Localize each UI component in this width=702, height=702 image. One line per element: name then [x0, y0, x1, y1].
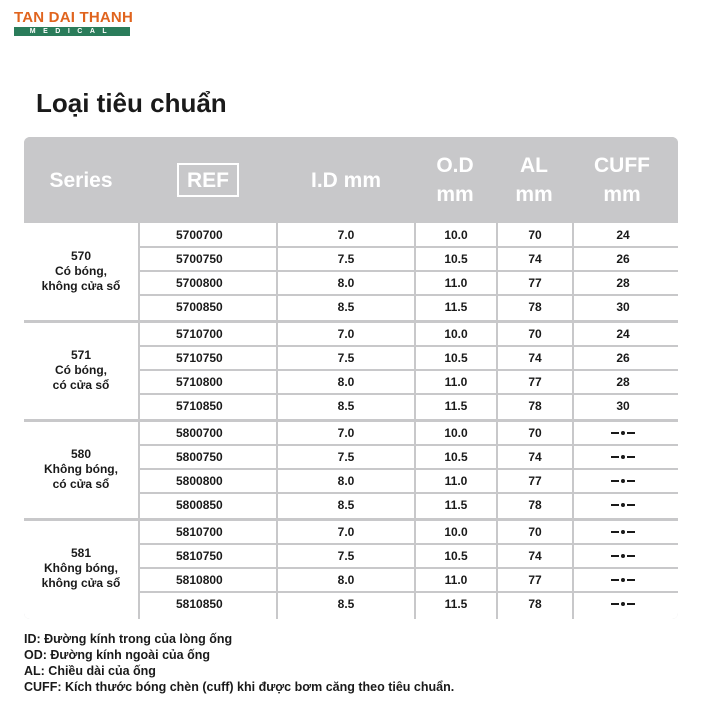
cell-od: 10.5: [444, 450, 468, 464]
note-id: ID: Đường kính trong của lòng ống: [24, 632, 233, 646]
cell-cuff: [574, 544, 672, 568]
not-applicable-icon: [611, 602, 635, 606]
cell-od: 10.5: [444, 351, 468, 365]
cell-cuff: 26: [616, 252, 630, 266]
cell-cuff: 30: [616, 300, 630, 314]
table-header: [24, 137, 678, 223]
cell-cuff: [574, 568, 672, 592]
cell-od: 11.5: [444, 300, 468, 314]
cell-cuff: 30: [616, 399, 630, 413]
cell-od: 11.0: [444, 276, 468, 290]
cell-al: 78: [528, 300, 542, 314]
legend-notes: [24, 631, 454, 695]
cell-od: 10.0: [444, 327, 468, 341]
brand-logo: [14, 10, 132, 36]
cell-ref: 5710750: [176, 351, 223, 365]
cell-ref: 5700700: [176, 228, 223, 242]
ref-box: REF: [177, 163, 239, 197]
cell-ref: 5800800: [176, 474, 223, 488]
cell-cuff: [574, 493, 672, 517]
cell-od: 11.0: [444, 474, 468, 488]
cell-od: 11.0: [444, 375, 468, 389]
cell-id: 8.5: [337, 300, 355, 314]
cell-ref: 5810850: [176, 597, 223, 611]
cell-id: 7.0: [337, 525, 355, 539]
not-applicable-icon: [611, 554, 635, 558]
cell-cuff: 28: [616, 276, 630, 290]
cell-cuff: 24: [616, 228, 630, 242]
cell-id: 8.5: [337, 498, 355, 512]
cell-od: 11.0: [444, 573, 468, 587]
series-group-label: 570 Có bóng, không cửa sổ: [41, 248, 121, 293]
cell-ref: 5700800: [176, 276, 223, 290]
cell-id: 8.0: [337, 474, 355, 488]
not-applicable-icon: [611, 431, 635, 435]
cell-cuff: [574, 469, 672, 493]
cell-id: 7.0: [337, 426, 355, 440]
cell-ref: 5800850: [176, 498, 223, 512]
cell-id: 7.5: [337, 450, 355, 464]
cell-al: 74: [528, 252, 542, 266]
cell-al: 77: [528, 276, 542, 290]
note-od: OD: Đường kính ngoài của ống: [24, 648, 210, 662]
not-applicable-icon: [611, 530, 635, 534]
cell-ref: 5810800: [176, 573, 223, 587]
cell-ref: 5710700: [176, 327, 223, 341]
cell-id: 8.5: [337, 399, 355, 413]
brand-name: TAN DAI THANH: [14, 9, 133, 26]
cell-ref: 5700850: [176, 300, 223, 314]
cell-id: 7.5: [337, 351, 355, 365]
note-al: AL: Chiều dài của ống: [24, 664, 156, 678]
cell-ref: 5700750: [176, 252, 223, 266]
not-applicable-icon: [611, 455, 635, 459]
cell-cuff: 28: [616, 375, 630, 389]
cell-al: 74: [528, 450, 542, 464]
cell-od: 10.0: [444, 426, 468, 440]
cell-od: 10.0: [444, 228, 468, 242]
cell-ref: 5810750: [176, 549, 223, 563]
series-group-label: 580 Không bóng, có cửa sổ: [44, 446, 118, 491]
cell-ref: 5800750: [176, 450, 223, 464]
not-applicable-icon: [611, 479, 635, 483]
cell-od: 11.5: [444, 498, 468, 512]
cell-od: 11.5: [444, 597, 468, 611]
cell-al: 70: [528, 228, 542, 242]
not-applicable-icon: [611, 578, 635, 582]
cell-cuff: 26: [616, 351, 630, 365]
cell-id: 7.5: [337, 549, 355, 563]
header-od: O.D mm: [436, 154, 474, 206]
spec-table: [24, 137, 678, 619]
cell-id: 7.0: [337, 327, 355, 341]
cell-al: 70: [528, 426, 542, 440]
cell-od: 10.5: [444, 252, 468, 266]
cell-id: 7.5: [337, 252, 355, 266]
cell-al: 78: [528, 498, 542, 512]
cell-cuff: 24: [616, 327, 630, 341]
cell-al: 74: [528, 351, 542, 365]
header-al: AL mm: [515, 154, 553, 206]
not-applicable-icon: [611, 503, 635, 507]
header-ref: [138, 137, 278, 223]
cell-al: 70: [528, 525, 542, 539]
cell-id: 8.0: [337, 573, 355, 587]
note-cuff: CUFF: Kích thước bóng chèn (cuff) khi được bơm căng theo tiêu chuẩn.: [24, 680, 455, 694]
cell-id: 8.0: [337, 375, 355, 389]
cell-cuff: [574, 445, 672, 469]
brand-sub: MEDICAL: [14, 27, 130, 36]
cell-od: 11.5: [444, 399, 468, 413]
cell-id: 8.0: [337, 276, 355, 290]
cell-id: 7.0: [337, 228, 355, 242]
table-body: [24, 223, 678, 619]
header-id: I.D mm: [310, 168, 381, 192]
cell-id: 8.5: [337, 597, 355, 611]
cell-al: 70: [528, 327, 542, 341]
cell-al: 77: [528, 573, 542, 587]
cell-od: 10.0: [444, 525, 468, 539]
cell-al: 78: [528, 399, 542, 413]
series-group-label: 571 Có bóng, có cửa sổ: [52, 347, 110, 392]
cell-al: 78: [528, 597, 542, 611]
header-cuff: CUFF mm: [594, 154, 650, 206]
cell-al: 74: [528, 549, 542, 563]
cell-ref: 5800700: [176, 426, 223, 440]
cell-al: 77: [528, 375, 542, 389]
cell-od: 10.5: [444, 549, 468, 563]
cell-cuff: [574, 520, 672, 544]
cell-cuff: [574, 592, 672, 616]
cell-al: 77: [528, 474, 542, 488]
cell-cuff: [574, 421, 672, 445]
cell-ref: 5810700: [176, 525, 223, 539]
series-group-label: 581 Không bóng, không cửa sổ: [41, 545, 121, 590]
header-series: Series: [49, 168, 113, 192]
cell-ref: 5710850: [176, 399, 223, 413]
cell-ref: 5710800: [176, 375, 223, 389]
page-title: Loại tiêu chuẩn: [36, 88, 227, 118]
